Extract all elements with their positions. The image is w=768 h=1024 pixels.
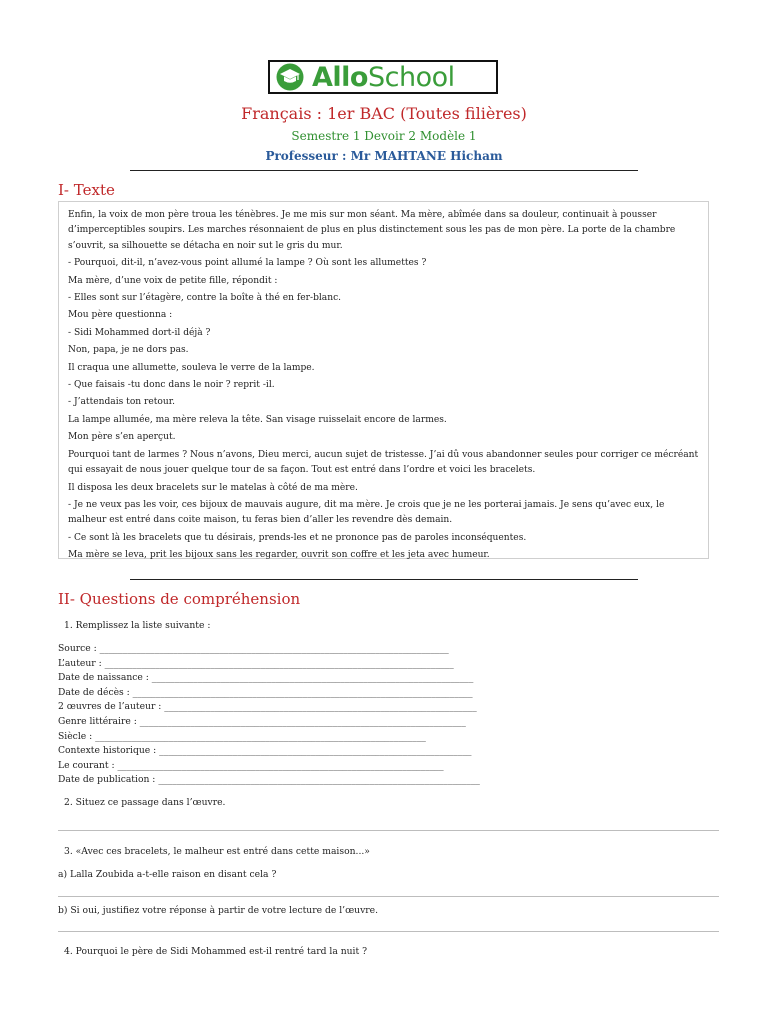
alloschool-logo (268, 60, 498, 94)
passage-paragraph: - Sidi Mohammed dort-il déjà ? (68, 327, 211, 338)
passage-paragraph: - Ce sont là les bracelets que tu désirais, prends-les et ne prononce pas de paroles inconséquentes. (68, 532, 527, 543)
passage-paragraph: - Que faisais -tu donc dans le noir ? reprit -il. (68, 380, 275, 391)
section-title-texte: I- Texte (58, 181, 115, 199)
text-passage-box (58, 201, 709, 559)
passage-paragraph: Enfin, la voix de mon père troua les ténèbres. Je me mis sur mon séant. Ma mère, abîmée dans sa douleur, continuait à pousser d’imperceptibles soupirs. Les marches résonnaient de plus en plus distinctement sous les pas de mon père. La porte de la chambre s’ouvrit, sa silhouette se détacha en noir sut le gris du mur. (68, 210, 676, 251)
passage-paragraph: - Pourquoi, dit-il, n’avez-vous point allumé la lampe ? Où sont les allumettes ? (68, 258, 427, 269)
graduation-cap-icon (276, 63, 304, 91)
answer-line[interactable] (58, 830, 719, 831)
section-divider (130, 579, 638, 580)
passage-paragraph: Il craqua une allumette, souleva le verre de la lampe. (68, 362, 315, 373)
fill-field-author[interactable]: L’auteur : ____________________________________________________________________________ (58, 657, 454, 669)
passage-paragraph: Ma mère, d’une voix de petite fille, répondit : (68, 275, 278, 286)
answer-line[interactable] (58, 896, 719, 897)
question-4: 4. Pourquoi le père de Sidi Mohammed est-il rentré tard la nuit ? (64, 946, 368, 957)
passage-paragraph: - Je ne veux pas les voir, ces bijoux de mauvais augure, dit ma mère. Je crois que je ne les porterai jamais. Je sens qu’avec eux, le malheur est entré dans coite maison, tu feras bien d’aller les revendre dès demain. (68, 499, 665, 526)
passage-paragraph: - Elles sont sur l’étagère, contre la boîte à thé en fer-blanc. (68, 293, 342, 304)
answer-line[interactable] (58, 931, 719, 932)
question-3: 3. «Avec ces bracelets, le malheur est entré dans cette maison...» (64, 846, 370, 857)
passage-paragraph: Mon père s’en aperçut. (68, 432, 176, 443)
document-subtitle: Semestre 1 Devoir 2 Modèle 1 (291, 129, 477, 143)
fill-field-publication-date[interactable]: Date de publication : ______________________________________________________________________ (58, 774, 480, 786)
passage-paragraph: Non, papa, je ne dors pas. (68, 345, 189, 356)
fill-field-century[interactable]: Siècle : ________________________________________________________________________ (58, 730, 426, 742)
fill-field-genre[interactable]: Genre littéraire : _______________________________________________________________________ (58, 715, 466, 727)
document-title: Français : 1er BAC (Toutes filières) (241, 104, 527, 123)
passage-paragraph: Pourquoi tant de larmes ? Nous n’avons, Dieu merci, aucun sujet de tristesse. J’ai dû vous abandonner seules pour corriger ce mécréant qui essayait de nous jouer quelque tour de sa façon. Tout est entré dans l’ordre et voici les bracelets. (68, 449, 699, 476)
passage-paragraph: - J’attendais ton retour. (68, 397, 176, 408)
header-divider (130, 170, 638, 171)
passage-paragraph: Mou père questionna : (68, 310, 173, 321)
fill-field-death-date[interactable]: Date de décès : __________________________________________________________________________ (58, 686, 473, 698)
question-2: 2. Situez ce passage dans l’œuvre. (64, 797, 226, 808)
fill-in-list (58, 642, 480, 788)
fill-field-birth-date[interactable]: Date de naissance : ______________________________________________________________________ (58, 672, 474, 684)
passage-paragraph: Ma mère se leva, prit les bijoux sans les regarder, ouvrit son coffre et les jeta avec humeur. (68, 550, 490, 561)
passage-paragraph: La lampe allumée, ma mère releva la tête. San visage ruisselait encore de larmes. (68, 414, 447, 425)
fill-field-movement[interactable]: Le courant : _______________________________________________________________________ (58, 759, 444, 771)
passage-paragraph: Il disposa les deux bracelets sur le matelas à côté de ma mère. (68, 482, 358, 493)
question-1: 1. Remplissez la liste suivante : (64, 620, 211, 631)
logo-wordmark: AlloSchool (312, 61, 455, 93)
teacher-name: Professeur : Mr MAHTANE Hicham (265, 149, 503, 163)
fill-field-source[interactable]: Source : ____________________________________________________________________________ (58, 643, 449, 654)
section-title-questions: II- Questions de compréhension (58, 590, 301, 608)
fill-field-context[interactable]: Contexte historique : ____________________________________________________________________ (58, 745, 472, 757)
question-3a: a) Lalla Zoubida a-t-elle raison en disant cela ? (58, 869, 277, 880)
question-3b: b) Si oui, justifiez votre réponse à partir de votre lecture de l’œuvre. (58, 905, 379, 916)
fill-field-works[interactable]: 2 œuvres de l’auteur : ____________________________________________________________________ (58, 701, 477, 713)
